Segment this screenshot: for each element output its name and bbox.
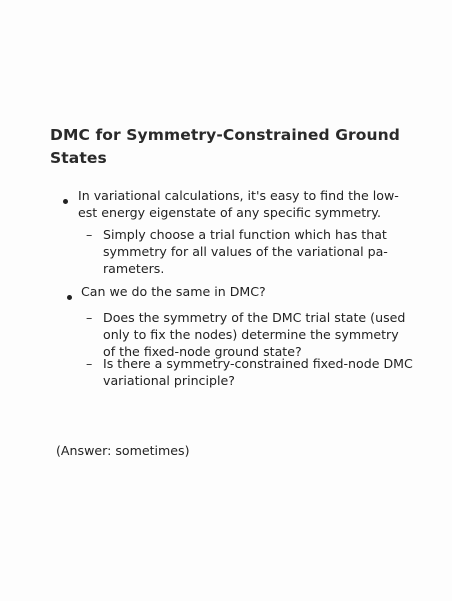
subitem-2-1-line-2: only to fix the nodes) determine the symmetry: [103, 327, 399, 342]
bullet-dot-2: [67, 295, 72, 300]
subitem-1-1-line-2: symmetry for all values of the variational pa-: [103, 244, 388, 259]
bullet-1-text: [78, 187, 398, 221]
subitem-2-1-line-3: of the fixed-node ground state?: [103, 344, 302, 359]
answer-text: (Answer: sometimes): [56, 443, 190, 458]
bullet-dot-1: [63, 199, 68, 204]
bullet-1-line-1: In variational calculations, it's easy to find the low-: [78, 188, 399, 203]
subitem-2-1-dash: –: [86, 310, 93, 325]
subitem-2-2-line-2: variational principle?: [103, 373, 235, 388]
bullet-2-text: [81, 283, 401, 300]
subitem-1-1-line-3: rameters.: [103, 261, 165, 276]
subitem-2-2-line-1: Is there a symmetry-constrained fixed-node DMC: [103, 356, 413, 371]
subitem-2-2-text: [103, 355, 413, 389]
bullet-1-line-2: est energy eigenstate of any specific symmetry.: [78, 205, 381, 220]
subitem-2-1-text: [103, 309, 406, 360]
subitem-2-1-line-1: Does the symmetry of the DMC trial state (used: [103, 310, 406, 325]
subitem-1-1-line-1: Simply choose a trial function which has that: [103, 227, 387, 242]
slide-title: [50, 124, 410, 170]
subitem-1-1-text: [103, 226, 403, 277]
slide-title-line-2: States: [50, 149, 107, 167]
subitem-2-2-dash: –: [86, 356, 93, 371]
slide-title-line-1: DMC for Symmetry-Constrained Ground: [50, 126, 400, 144]
subitem-1-1-dash: –: [86, 227, 93, 242]
bullet-2-line-1: Can we do the same in DMC?: [81, 284, 266, 299]
